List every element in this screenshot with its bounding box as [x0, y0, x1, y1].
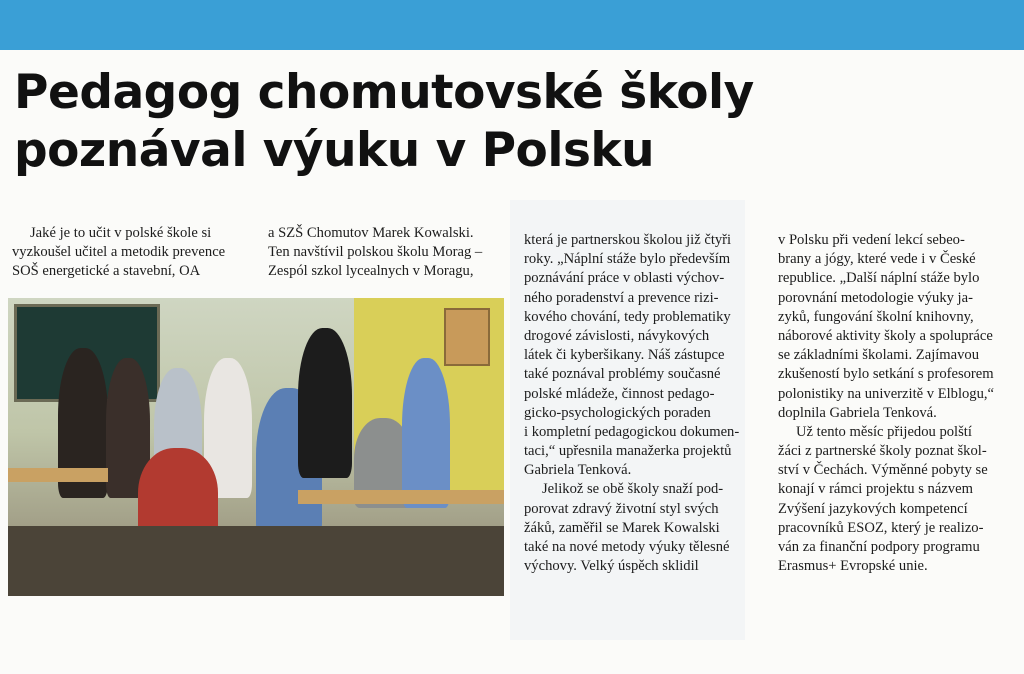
paragraph-line: ván za finanční podpory programu: [778, 539, 980, 555]
paragraph-line: republice. „Další náplní stáže bylo: [778, 270, 980, 287]
paragraph-line: žáci z partnerské školy poznat škol-: [778, 443, 987, 460]
classroom-floor: [8, 526, 504, 596]
paragraph-line: ného poradenství a prevence rizi-: [524, 289, 719, 306]
paragraph-line: vyzkoušel učitel a metodik prevence: [12, 244, 226, 261]
paragraph-line: Jelikož se obě školy snaží pod-: [542, 481, 724, 498]
paragraph-line: SOŠ energetické a stavební, OA: [12, 263, 201, 280]
paragraph-line: která je partnerskou školou již čtyři: [524, 232, 732, 248]
paragraph-line: ství v Čechách. Výměnné pobyty se: [778, 462, 988, 479]
paragraph-line: zkušeností bylo setkání s profesorem: [778, 366, 994, 383]
headline-line-2: poznával výuku v Polsku: [14, 123, 655, 178]
paragraph-line: také poznával problémy současné: [524, 366, 721, 383]
text-column-1: [12, 224, 225, 282]
paragraph-line: výchovy. Velký úspěch sklidil: [524, 558, 699, 575]
paragraph-line: v Polsku při vedení lekcí sebeo-: [778, 232, 965, 248]
paragraph-line: polonistiky na univerzitě v Elblogu,“: [778, 385, 995, 402]
paragraph-line: gicko-psychologických poraden: [524, 404, 711, 421]
paragraph-line: Erasmus+ Evropské unie.: [778, 558, 928, 575]
paragraph-line: porovnání metodologie výuky ja-: [778, 289, 973, 306]
paragraph-line: Gabriela Tenková.: [524, 462, 632, 479]
paragraph-line: pracovníků ESOZ, který je realizo-: [778, 519, 984, 536]
paragraph-line: také na nové metody výuky tělesné: [524, 539, 730, 555]
paragraph-line: látek či kyberšikany. Náš zástupce: [524, 347, 725, 364]
paragraph-line: kového chování, tedy problematiky: [524, 308, 731, 325]
text-column-2: [268, 224, 482, 282]
paragraph-line: konají v rámci projektu s názvem: [778, 481, 973, 498]
top-color-band: [0, 0, 1024, 50]
paragraph-line: žáků, zaměřil se Marek Kowalski: [524, 519, 720, 536]
article-photo: [8, 298, 504, 596]
text-column-3: [524, 231, 739, 576]
paragraph-line: se základními školami. Zajímavou: [778, 347, 980, 364]
paragraph-line: Ten navštívil polskou školu Morag –: [268, 244, 483, 261]
paragraph-line: zyků, fungování školní knihovny,: [778, 308, 974, 325]
paragraph-line: polské mládeže, činnost pedago-: [524, 385, 715, 402]
paragraph-line: náborové aktivity školy a spolupráce: [778, 327, 993, 344]
paragraph-line: drogové závislosti, návykových: [524, 327, 710, 344]
school-desk: [8, 468, 108, 482]
paragraph-line: taci,“ upřesnila manažerka projektů: [524, 443, 732, 460]
headline-line-1: Pedagog chomutovské školy: [14, 65, 754, 120]
article-headline: [14, 64, 754, 180]
paragraph-line: Jaké je to učit v polské škole si: [30, 225, 212, 241]
paragraph-line: Zespól szkol lycealnych v Moragu,: [268, 263, 474, 280]
paragraph-line: Už tento měsíc přijedou polští: [796, 423, 972, 440]
text-column-4: [778, 231, 994, 576]
paragraph-line: Zvýšení jazykových kompetencí: [778, 500, 968, 517]
paragraph-line: roky. „Náplní stáže bylo především: [524, 251, 731, 268]
paragraph-line: brany a jógy, které vede i v České: [778, 251, 976, 268]
school-desk: [298, 490, 504, 504]
paragraph-line: a SZŠ Chomutov Marek Kowalski.: [268, 225, 474, 241]
paragraph-line: porovat zdravý životní styl svých: [524, 500, 719, 517]
paragraph-line: i kompletní pedagogickou dokumen-: [524, 423, 740, 440]
paragraph-line: doplnila Gabriela Tenková.: [778, 404, 937, 421]
paragraph-line: poznávání práce v oblasti výchov-: [524, 270, 725, 287]
